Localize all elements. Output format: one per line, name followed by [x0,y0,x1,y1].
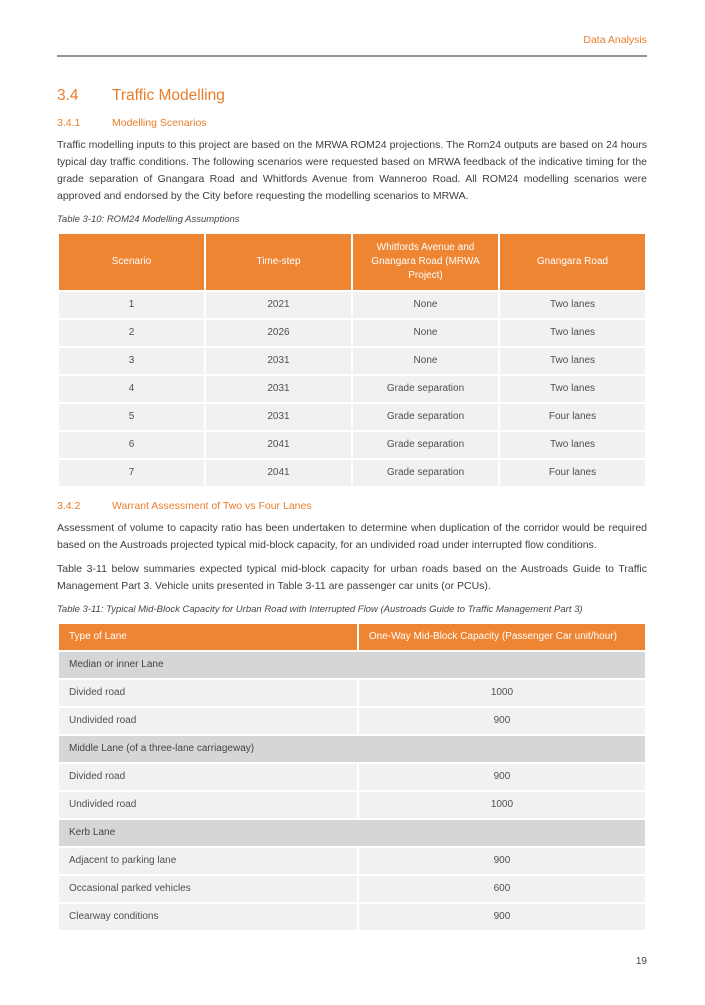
column-header-gnangara-road: Gnangara Road [499,233,646,291]
cell-mrwa-project: Grade separation [352,403,499,431]
running-header [57,0,647,57]
table-row [58,431,646,459]
cell-capacity: 900 [358,763,646,791]
column-header-time-step: Time-step [205,233,352,291]
section-number-3-4: 3.4 [57,87,79,104]
section-number-3-4-1: 3.4.1 [57,117,81,129]
cell-mrwa-project: None [352,291,499,319]
table-row [58,763,646,791]
cell-mrwa-project: Grade separation [352,459,499,487]
subheader-kerb-lane: Kerb Lane [58,819,646,847]
section-title-3-4-1: Modelling Scenarios [112,117,207,129]
section-title-3-4: Traffic Modelling [112,87,225,104]
table-row [58,403,646,431]
subheader-middle-lane: Middle Lane (of a three-lane carriageway) [58,735,646,763]
cell-lane-type: Divided road [58,679,358,707]
cell-mrwa-project: Grade separation [352,431,499,459]
cell-lane-type: Divided road [58,763,358,791]
paragraph-warrant-assessment: Assessment of volume to capacity ratio has been undertaken to determine when duplication of the corridor would be required based on the Austroads projected typical mid-block capacity, for an undivided road under interrupted flow conditions. [57,522,647,551]
cell-gnangara-road: Two lanes [499,291,646,319]
cell-capacity: 1000 [358,679,646,707]
cell-time-step: 2031 [205,375,352,403]
table-row [58,847,646,875]
page-content [57,0,647,932]
cell-lane-type: Clearway conditions [58,903,358,931]
cell-lane-type: Adjacent to parking lane [58,847,358,875]
table-row [58,375,646,403]
table-3-11-caption: Table 3-11: Typical Mid-Block Capacity for Urban Road with Interrupted Flow (Austroads Guide to Traffic Management Part 3) [57,604,583,615]
section-heading-3-4-2 [57,499,647,513]
cell-capacity: 900 [358,847,646,875]
cell-mrwa-project: None [352,347,499,375]
cell-capacity: 600 [358,875,646,903]
table-row [58,319,646,347]
cell-capacity: 900 [358,903,646,931]
table-row [58,903,646,931]
table-row [58,707,646,735]
cell-gnangara-road: Four lanes [499,459,646,487]
section-number-3-4-2: 3.4.2 [57,500,81,512]
running-header-label: Data Analysis [583,34,647,46]
table-3-10 [57,232,647,488]
cell-time-step: 2041 [205,459,352,487]
cell-scenario: 4 [58,375,205,403]
cell-capacity: 900 [358,707,646,735]
cell-scenario: 6 [58,431,205,459]
table-row [58,291,646,319]
cell-time-step: 2031 [205,403,352,431]
table-row [58,347,646,375]
cell-scenario: 7 [58,459,205,487]
cell-gnangara-road: Two lanes [499,347,646,375]
table-row [58,791,646,819]
table-3-10-caption: Table 3-10: ROM24 Modelling Assumptions [57,214,240,225]
cell-lane-type: Undivided road [58,707,358,735]
cell-time-step: 2031 [205,347,352,375]
table-3-11-header-row [58,623,646,651]
section-title-3-4-2: Warrant Assessment of Two vs Four Lanes [112,500,312,512]
cell-scenario: 1 [58,291,205,319]
cell-scenario: 3 [58,347,205,375]
paragraph-midblock-capacity: Table 3-11 below summaries expected typical mid-block capacity for urban roads based on the Austroads Guide to Traffic Management Part 3. Vehicle units presented in Table 3-11 are passenger car units (or PCUs). [57,563,647,592]
cell-gnangara-road: Two lanes [499,431,646,459]
subheader-median-inner-lane: Median or inner Lane [58,651,646,679]
cell-scenario: 5 [58,403,205,431]
cell-time-step: 2026 [205,319,352,347]
cell-gnangara-road: Two lanes [499,375,646,403]
table-3-10-header-row [58,233,646,291]
paragraph-modelling-inputs: Traffic modelling inputs to this project are based on the MRWA ROM24 projections. The Rom24 outputs are based on 24 hours typical day traffic conditions. The following scenarios were requested based on MRWA feedback of the indicative timing for the grade separation of Gnangara Road and Whitfords Avenue from Wanneroo Road. All ROM24 modelling scenarios were approved and endorsed by the City before requesting the modelling scenarios to MRWA. [57,139,647,202]
column-header-capacity: One-Way Mid-Block Capacity (Passenger Car unit/hour) [358,623,646,651]
cell-time-step: 2041 [205,431,352,459]
table-row [58,459,646,487]
table-subheader-row [58,819,646,847]
column-header-whitfords-gnangara: Whitfords Avenue and Gnangara Road (MRWA Project) [352,233,499,291]
cell-capacity: 1000 [358,791,646,819]
cell-gnangara-road: Two lanes [499,319,646,347]
section-heading-3-4 [57,87,647,105]
table-3-11 [57,622,647,932]
page-number: 19 [635,956,647,967]
cell-mrwa-project: None [352,319,499,347]
column-header-scenario: Scenario [58,233,205,291]
cell-lane-type: Occasional parked vehicles [58,875,358,903]
table-subheader-row [58,735,646,763]
table-row [58,679,646,707]
cell-time-step: 2021 [205,291,352,319]
cell-gnangara-road: Four lanes [499,403,646,431]
column-header-type-of-lane: Type of Lane [58,623,358,651]
table-row [58,875,646,903]
table-subheader-row [58,651,646,679]
cell-lane-type: Undivided road [58,791,358,819]
cell-scenario: 2 [58,319,205,347]
cell-mrwa-project: Grade separation [352,375,499,403]
section-heading-3-4-1 [57,116,647,130]
